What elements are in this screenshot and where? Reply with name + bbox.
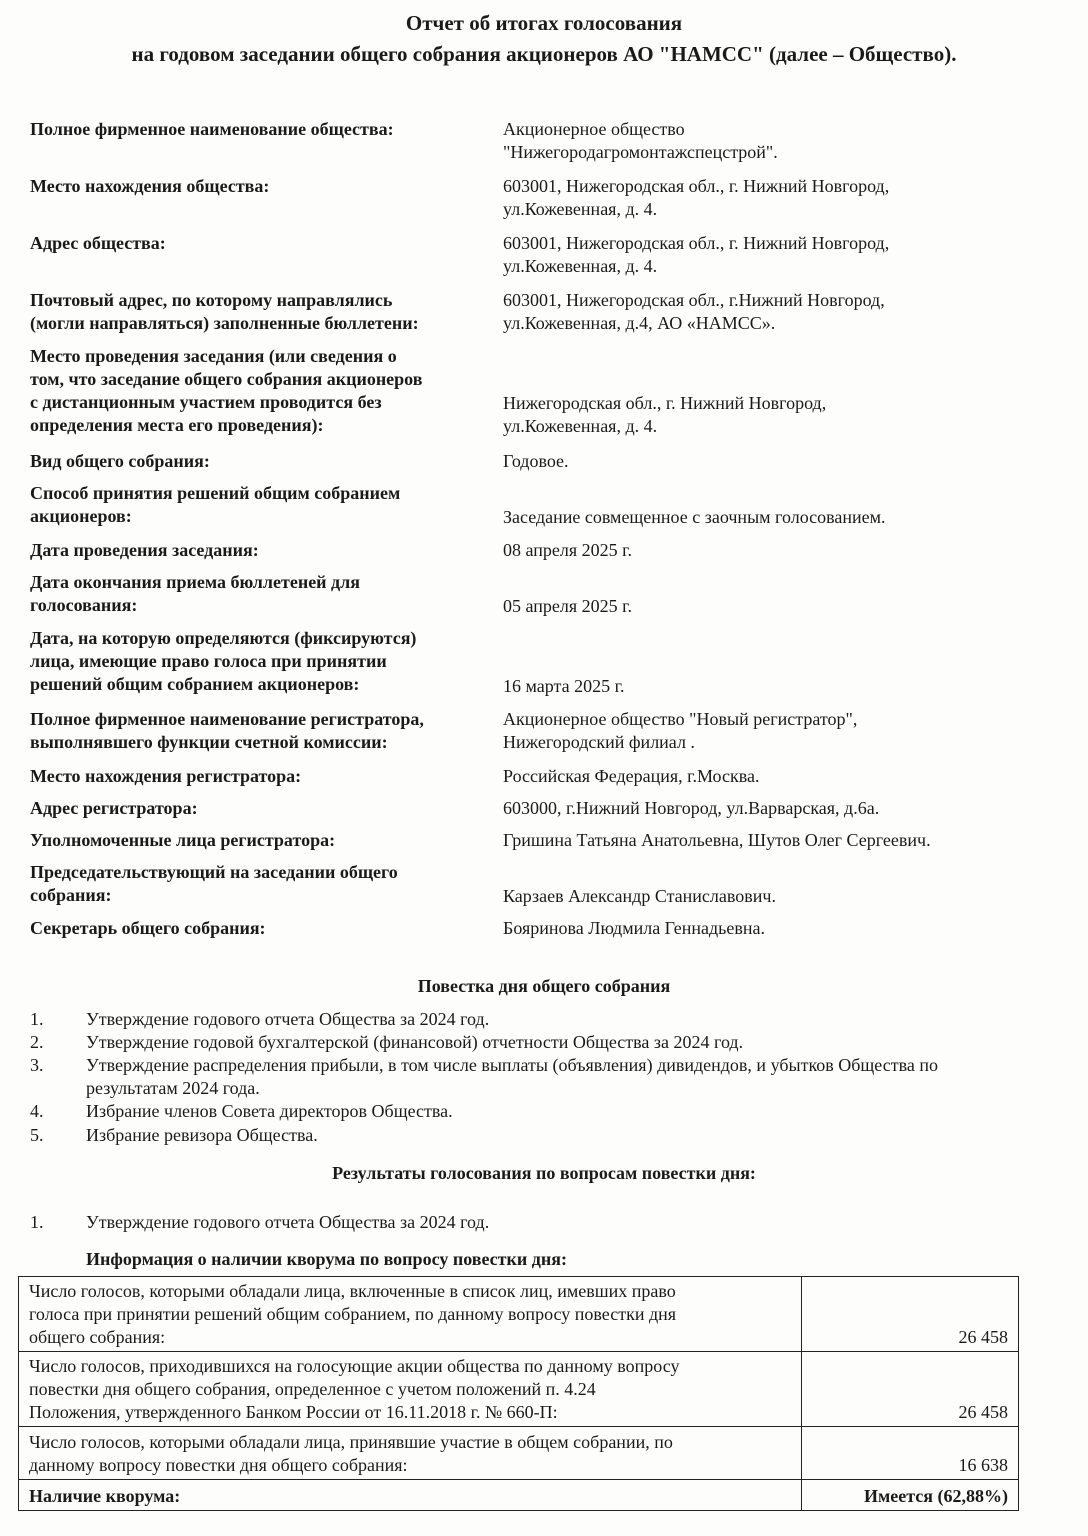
table-row (19, 1427, 1019, 1480)
info-value: 16 марта 2025 г. (503, 676, 625, 696)
agenda-item-number: 3. (30, 1055, 44, 1075)
agenda-item-text: Утверждение годового отчета Общества за 2024 год. (86, 1009, 490, 1029)
info-label: Способ принятия решений общим собранием акционеров: (30, 483, 401, 526)
quorum-value-cell: 16 638 (802, 1427, 1019, 1480)
quorum-heading: Информация о наличии кворума по вопросу повестки дня: (86, 1249, 567, 1269)
info-label: Вид общего собрания: (30, 451, 210, 471)
quorum-result-cell: Имеется (62,88%) (802, 1480, 1019, 1511)
info-label: Место нахождения регистратора: (30, 766, 302, 786)
info-value: Заседание совмещенное с заочным голосованием. (503, 507, 886, 527)
info-value: 603001, Нижегородская обл., г. Нижний Новгород, ул.Кожевенная, д. 4. (503, 233, 890, 276)
info-label: Дата, на которую определяются (фиксируются) лица, имеющие право голоса при принятии решений общим собранием акционеров: (30, 628, 417, 694)
info-label: Полное фирменное наименование регистратора, выполнявшего функции счетной комиссии: (30, 709, 424, 752)
info-label: Дата окончания приема бюллетеней для голосования: (30, 572, 360, 615)
quorum-label-cell: Наличие кворума: (19, 1480, 802, 1511)
quorum-label-cell: Число голосов, которыми обладали лица, включенные в список лиц, имевших право голоса при принятии решений общим собранием, по данному вопросу повестки дня общего собрания: (19, 1277, 802, 1352)
quorum-table (18, 1276, 1019, 1511)
agenda-item-number: 1. (30, 1009, 44, 1029)
info-value: 603001, Нижегородская обл., г.Нижний Новгород, ул.Кожевенная, д.4, АО «НАМСС». (503, 290, 885, 333)
info-value: Карзаев Александр Станиславович. (503, 886, 776, 906)
results-heading: Результаты голосования по вопросам повестки дня: (332, 1163, 756, 1183)
info-value: Акционерное общество "Нижегородагромонтажспецстрой". (503, 119, 778, 162)
quorum-value-cell: 26 458 (802, 1352, 1019, 1427)
table-row (19, 1480, 1019, 1511)
info-label: Уполномоченные лица регистратора: (30, 830, 336, 850)
info-value: 603001, Нижегородская обл., г. Нижний Новгород, ул.Кожевенная, д. 4. (503, 176, 890, 219)
agenda-item-text: Утверждение распределения прибыли, в том числе выплаты (объявления) дивидендов, и убытков Общества по результатам 2024 года. (86, 1055, 938, 1098)
results-item-text: Утверждение годового отчета Общества за 2024 год. (86, 1212, 490, 1232)
results-item-number: 1. (30, 1212, 44, 1232)
quorum-label-cell: Число голосов, приходившихся на голосующие акции общества по данному вопросу повестки дня общего собрания, определенное с учетом положений п. 4.24 Положения, утвержденного Банком России от 16.11.2018 г. № 660-П: (19, 1352, 802, 1427)
info-value: Акционерное общество "Новый регистратор", Нижегородский филиал . (503, 709, 858, 752)
info-value: Гришина Татьяна Анатольевна, Шутов Олег Сергеевич. (503, 830, 931, 850)
report-title-line1: Отчет об итогах голосования (405, 11, 683, 35)
agenda-item-number: 4. (30, 1101, 44, 1121)
info-label: Дата проведения заседания: (30, 540, 259, 560)
quorum-value-cell: 26 458 (802, 1277, 1019, 1352)
info-value: 05 апреля 2025 г. (503, 596, 632, 616)
agenda-heading: Повестка дня общего собрания (417, 976, 671, 996)
info-value: Бояринова Людмила Геннадьевна. (503, 918, 765, 938)
info-label: Секретарь общего собрания: (30, 918, 266, 938)
info-label: Почтовый адрес, по которому направлялись (могли направляться) заполненные бюллетени: (30, 290, 419, 333)
info-value: 603000, г.Нижний Новгород, ул.Варварская, д.6а. (503, 798, 880, 818)
quorum-label-cell: Число голосов, которыми обладали лица, принявшие участие в общем собрании, по данному вопросу повестки дня общего собрания: (19, 1427, 802, 1480)
info-label: Адрес регистратора: (30, 798, 198, 818)
agenda-item-text: Утверждение годовой бухгалтерской (финансовой) отчетности Общества за 2024 год. (86, 1032, 744, 1052)
info-label: Председательствующий на заседании общего собрания: (30, 862, 398, 905)
info-label: Адрес общества: (30, 233, 166, 253)
info-label: Полное фирменное наименование общества: (30, 119, 394, 139)
table-row (19, 1352, 1019, 1427)
report-title-line2: на годовом заседании общего собрания акционеров АО "НАМСС" (далее – Общество). (131, 42, 957, 66)
info-value: Нижегородская обл., г. Нижний Новгород, ул.Кожевенная, д. 4. (503, 393, 827, 436)
info-value: Годовое. (503, 451, 569, 471)
agenda-item-text: Избрание ревизора Общества. (86, 1125, 318, 1145)
info-label: Место нахождения общества: (30, 176, 270, 196)
table-row (19, 1277, 1019, 1352)
info-value: 08 апреля 2025 г. (503, 540, 632, 560)
agenda-item-text: Избрание членов Совета директоров Общества. (86, 1101, 453, 1121)
agenda-item-number: 5. (30, 1125, 44, 1145)
info-label: Место проведения заседания (или сведения о том, что заседание общего собрания акционеров с дистанционным участием проводится без определения места его проведения): (30, 346, 423, 435)
agenda-item-number: 2. (30, 1032, 44, 1052)
info-value: Российская Федерация, г.Москва. (503, 766, 760, 786)
